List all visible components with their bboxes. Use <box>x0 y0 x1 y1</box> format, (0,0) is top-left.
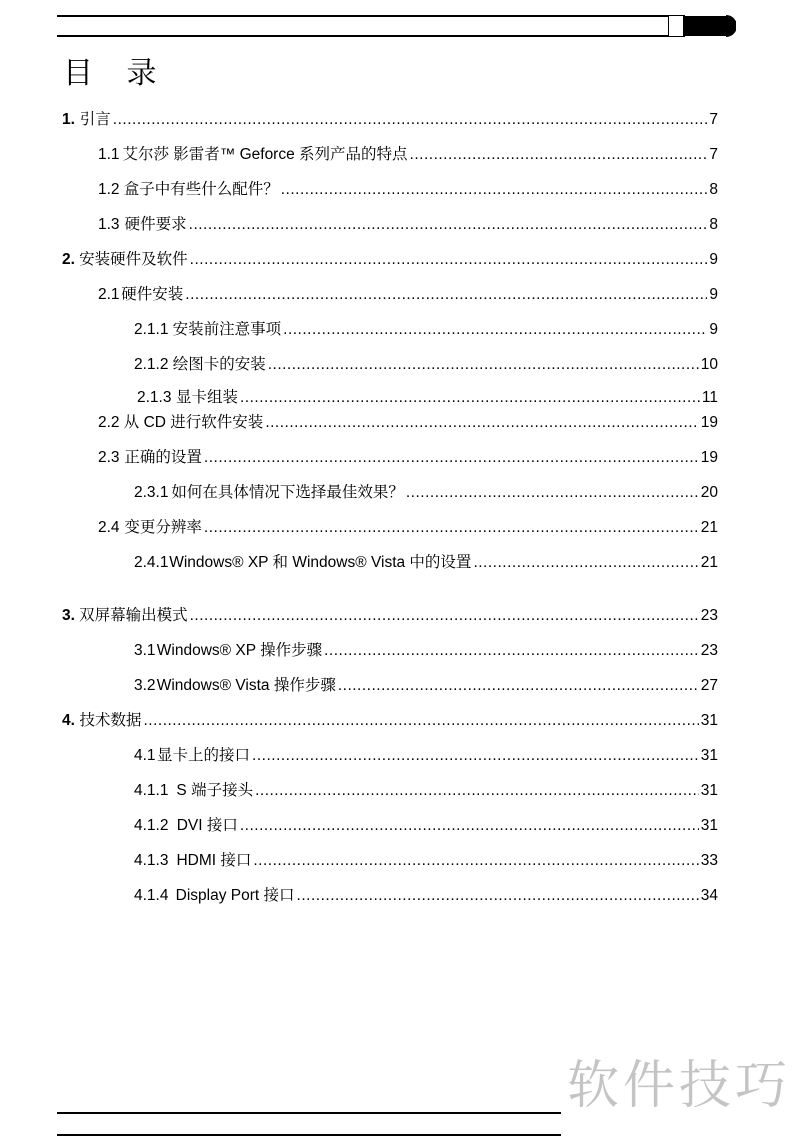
toc-entry[interactable] <box>134 851 718 871</box>
toc-entry-number: 2.3.1 <box>134 484 169 501</box>
toc-leader-dots <box>265 413 698 433</box>
toc-entry-page: 7 <box>709 146 718 163</box>
toc-entry-title: HDMI 接口 <box>176 852 252 869</box>
header-tab-icon <box>668 15 736 37</box>
toc-entry[interactable] <box>98 413 718 433</box>
toc-leader-dots <box>255 781 699 801</box>
toc-entry[interactable] <box>98 215 718 235</box>
toc-entry-page: 27 <box>700 677 718 694</box>
toc-entry[interactable] <box>134 553 718 573</box>
toc-entry-number: 4. <box>62 712 75 729</box>
toc-leader-dots <box>253 851 698 871</box>
toc-entry-title: 硬件安装 <box>121 286 184 303</box>
toc-entry[interactable] <box>134 483 718 503</box>
toc-entry[interactable] <box>137 388 718 408</box>
toc-entry-number: 4.1.3 <box>134 852 169 869</box>
toc-entry-number: 4.1.1 <box>134 782 169 799</box>
toc-entry-number: 2.1 <box>98 286 120 303</box>
toc-entry[interactable] <box>98 448 718 468</box>
toc-leader-dots <box>297 886 699 906</box>
toc-leader-dots <box>190 606 699 626</box>
toc-entry-title: 引言 <box>79 111 111 128</box>
toc-entry[interactable] <box>134 320 718 340</box>
toc-leader-dots <box>240 388 700 408</box>
toc-leader-dots <box>406 483 699 503</box>
toc-entry[interactable] <box>98 518 718 538</box>
toc-entry-number: 3. <box>62 607 75 624</box>
toc-entry-page: 10 <box>700 356 718 373</box>
toc-entry[interactable] <box>134 816 718 836</box>
toc-entry-page: 9 <box>709 286 718 303</box>
toc-entry-number: 2.4 <box>98 519 120 536</box>
toc-entry-title: Windows® XP 和 Windows® Vista 中的设置 <box>169 554 472 571</box>
toc-entry-page: 21 <box>700 554 718 571</box>
toc-entry-number: 2. <box>62 251 75 268</box>
toc-entry[interactable] <box>98 285 718 305</box>
toc-entry[interactable] <box>62 711 718 731</box>
toc-entry-page: 31 <box>700 747 718 764</box>
toc-entry-title: 正确的设置 <box>124 449 202 466</box>
toc-entry-title: 技术数据 <box>79 712 142 729</box>
toc-entry-number: 2.1.3 <box>137 389 172 406</box>
toc-entry-title: Display Port 接口 <box>175 887 295 904</box>
toc-entry-page: 11 <box>701 389 718 406</box>
toc-entry-page: 8 <box>709 181 718 198</box>
toc-entry[interactable] <box>98 145 718 165</box>
toc-leader-dots <box>185 285 707 305</box>
toc-entry[interactable] <box>134 641 718 661</box>
toc-entry-number: 1. <box>62 111 75 128</box>
toc-entry[interactable] <box>62 110 718 130</box>
toc-leader-dots <box>338 676 699 696</box>
toc-entry[interactable] <box>62 606 718 626</box>
toc-entry-number: 4.1 <box>134 747 156 764</box>
toc-leader-dots <box>281 180 708 200</box>
toc-entry-title: DVI 接口 <box>176 817 238 834</box>
toc-leader-dots <box>410 145 708 165</box>
toc-entry-page: 7 <box>709 111 718 128</box>
toc-leader-dots <box>252 746 699 766</box>
toc-entry-title: S 端子接头 <box>176 782 254 799</box>
toc-entry-page: 31 <box>700 712 718 729</box>
toc-entry-page: 31 <box>700 782 718 799</box>
toc-entry-title: 硬件要求 <box>124 216 187 233</box>
toc-entry-page: 23 <box>700 607 718 624</box>
toc-entry-number: 1.2 <box>98 181 120 198</box>
toc-entry-title: 如何在具体情况下选择最佳效果？ <box>171 484 404 501</box>
toc-entry-number: 1.3 <box>98 216 120 233</box>
toc-entry-number: 2.1.1 <box>134 321 169 338</box>
toc-entry-number: 4.1.2 <box>134 817 169 834</box>
toc-entry-page: 21 <box>700 519 718 536</box>
toc-entry-number: 2.3 <box>98 449 120 466</box>
toc-leader-dots <box>190 250 708 270</box>
toc-entry[interactable] <box>134 886 718 906</box>
toc-entry[interactable] <box>134 355 718 375</box>
toc-entry-page: 8 <box>709 216 718 233</box>
toc-entry[interactable] <box>134 746 718 766</box>
toc-entry[interactable] <box>134 676 718 696</box>
footer-rule-bottom <box>57 1134 561 1136</box>
toc-leader-dots <box>113 110 708 130</box>
toc-entry-title: 绘图卡的安装 <box>172 356 266 373</box>
toc-entry[interactable] <box>134 781 718 801</box>
toc-entry-number: 4.1.4 <box>134 887 169 904</box>
toc-entry-page: 9 <box>709 321 718 338</box>
toc-entry[interactable] <box>62 250 718 270</box>
toc-entry-title: 安装硬件及软件 <box>79 251 188 268</box>
toc-entry-title: 安装前注意事项 <box>172 321 282 338</box>
toc-leader-dots <box>268 355 699 375</box>
header-rule-top <box>57 15 669 17</box>
toc-entry-title: 显卡组装 <box>175 389 238 406</box>
toc-entry-number: 2.2 <box>98 414 120 431</box>
toc-entry-page: 20 <box>700 484 718 501</box>
toc-leader-dots <box>283 320 707 340</box>
toc-entry-title: 艾尔莎 影雷者™ Geforce 系列产品的特点 <box>122 146 408 163</box>
toc-entry-page: 31 <box>700 817 718 834</box>
toc-entry-number: 3.1 <box>134 642 156 659</box>
toc-leader-dots <box>189 215 708 235</box>
toc-entry-page: 34 <box>700 887 718 904</box>
toc-leader-dots <box>204 448 699 468</box>
toc-leader-dots <box>240 816 699 836</box>
footer-rule-top <box>57 1112 561 1114</box>
toc-entry-number: 1.1 <box>98 146 120 163</box>
toc-entry-page: 9 <box>709 251 718 268</box>
toc-leader-dots <box>324 641 699 661</box>
toc-entry-title: Windows® Vista 操作步骤 <box>156 677 336 694</box>
toc-leader-dots <box>204 518 699 538</box>
toc-entry-title: 从 CD 进行软件安装 <box>123 414 264 431</box>
toc-entry-title: Windows® XP 操作步骤 <box>156 642 323 659</box>
toc-entry-page: 23 <box>700 642 718 659</box>
toc-entry[interactable] <box>98 180 718 200</box>
toc-entry-title: 双屏幕输出模式 <box>79 607 188 624</box>
toc-entry-number: 2.4.1 <box>134 554 169 571</box>
toc-entry-title: 盒子中有些什么配件？ <box>123 181 279 198</box>
toc-entry-title: 显卡上的接口 <box>157 747 251 764</box>
toc-entry-number: 3.2 <box>134 677 156 694</box>
toc-entry-page: 33 <box>700 852 718 869</box>
toc-entry-page: 19 <box>700 414 718 431</box>
header-rule-bottom <box>57 35 669 37</box>
watermark: 软件技巧 <box>567 1056 792 1116</box>
toc-leader-dots <box>143 711 698 731</box>
toc-entry-title: 变更分辨率 <box>124 519 202 536</box>
toc-leader-dots <box>473 553 698 573</box>
toc-entry-page: 19 <box>700 449 718 466</box>
toc-entry-number: 2.1.2 <box>134 356 169 373</box>
page-title: 目 录 <box>63 56 169 91</box>
